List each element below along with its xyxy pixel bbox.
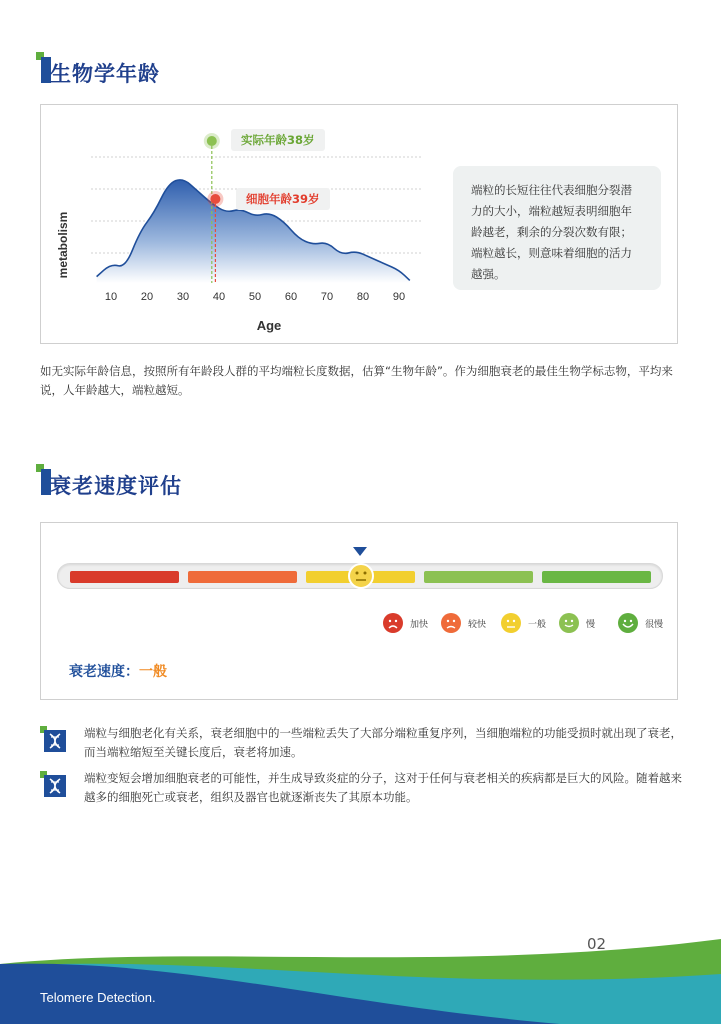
dna-icon	[40, 771, 66, 797]
legend-item	[558, 612, 595, 634]
x-tick-label: 70	[320, 291, 334, 303]
neutral-face-icon	[347, 562, 375, 590]
x-axis-label: Age	[256, 318, 282, 333]
legend-item	[617, 612, 663, 634]
x-tick-label: 80	[356, 291, 370, 303]
aging-speed-result	[69, 661, 167, 681]
footer-wave	[0, 934, 721, 1024]
y-axis-label: metabolism	[56, 211, 70, 279]
section-title-biological-age	[40, 58, 160, 88]
x-tick-label: 60	[284, 291, 298, 303]
marker-dot	[207, 136, 217, 146]
telomere-note-box: 端粒的长短往往代表细胞分裂潜力的大小，端粒越短表明细胞年龄越老，剩余的分裂次数有限；端粒越长，则意味着细胞的活力越强。	[453, 166, 661, 290]
bullet-item	[40, 724, 680, 768]
speed-segment	[70, 571, 179, 583]
x-tick-label: 10	[104, 291, 118, 303]
x-tick-label: 50	[248, 291, 262, 303]
cell-age-tag: 细胞年龄39岁	[236, 188, 330, 210]
biological-age-paragraph: 如无实际年龄信息，按照所有年龄段人群的平均端粒长度数据，估算“生物年龄”。作为细胞衰老的最佳生物学标志物，平均来说，人年龄越大，端粒越短。	[40, 364, 673, 397]
actual-age-tag: 实际年龄38岁	[231, 129, 325, 151]
marker-dot	[210, 194, 220, 204]
section-title-aging-speed	[40, 470, 182, 500]
legend-label: 很慢	[645, 619, 664, 630]
x-tick-label: 40	[212, 291, 226, 303]
speed-segment	[542, 571, 651, 583]
footer-brand: Telomere Detection.	[40, 990, 156, 1005]
aging-speed-bar	[57, 563, 663, 589]
smile-face-icon	[558, 612, 580, 634]
legend-item	[440, 612, 486, 634]
neutral-face-icon	[500, 612, 522, 634]
bullet-text: 端粒与细胞老化有关系，衰老细胞中的一些端粒丢失了大部分端粒重复序列，当细胞端粒的功能受损时就出现了衰老，而当端粒缩短至关键长度后，衰老将加速。	[84, 726, 682, 759]
section-title-text: 生物学年龄	[50, 62, 160, 86]
aging-speed-label: 衰老速度：	[69, 664, 139, 680]
dna-icon	[40, 726, 66, 752]
legend-item	[382, 612, 428, 634]
x-tick-label: 20	[140, 291, 154, 303]
x-tick-label: 90	[392, 291, 406, 303]
speed-indicator-arrow	[353, 547, 367, 557]
very-sad-face-icon	[382, 612, 404, 634]
page-number: 02	[587, 935, 607, 953]
legend-label: 较快	[468, 619, 487, 630]
happy-face-icon	[617, 612, 639, 634]
sad-face-icon	[440, 612, 462, 634]
legend-item	[500, 612, 546, 634]
section-title-text: 衰老速度评估	[50, 474, 182, 498]
speed-segment	[424, 571, 533, 583]
legend-label: 加快	[410, 619, 429, 630]
bullet-text: 端粒变短会增加细胞衰老的可能性，并生成导致炎症的分子，这对于任何与衰老相关的疾病都是巨大的风险。随着越来越多的细胞死亡或衰老，组织及器官也就逐渐丧失了其原本功能。	[84, 771, 682, 804]
aging-speed-value: 一般	[139, 664, 167, 680]
legend-label: 一般	[528, 619, 547, 630]
bullet-item	[40, 769, 680, 813]
legend-label: 慢	[586, 619, 596, 630]
x-tick-label: 30	[176, 291, 190, 303]
speed-segment	[188, 571, 297, 583]
